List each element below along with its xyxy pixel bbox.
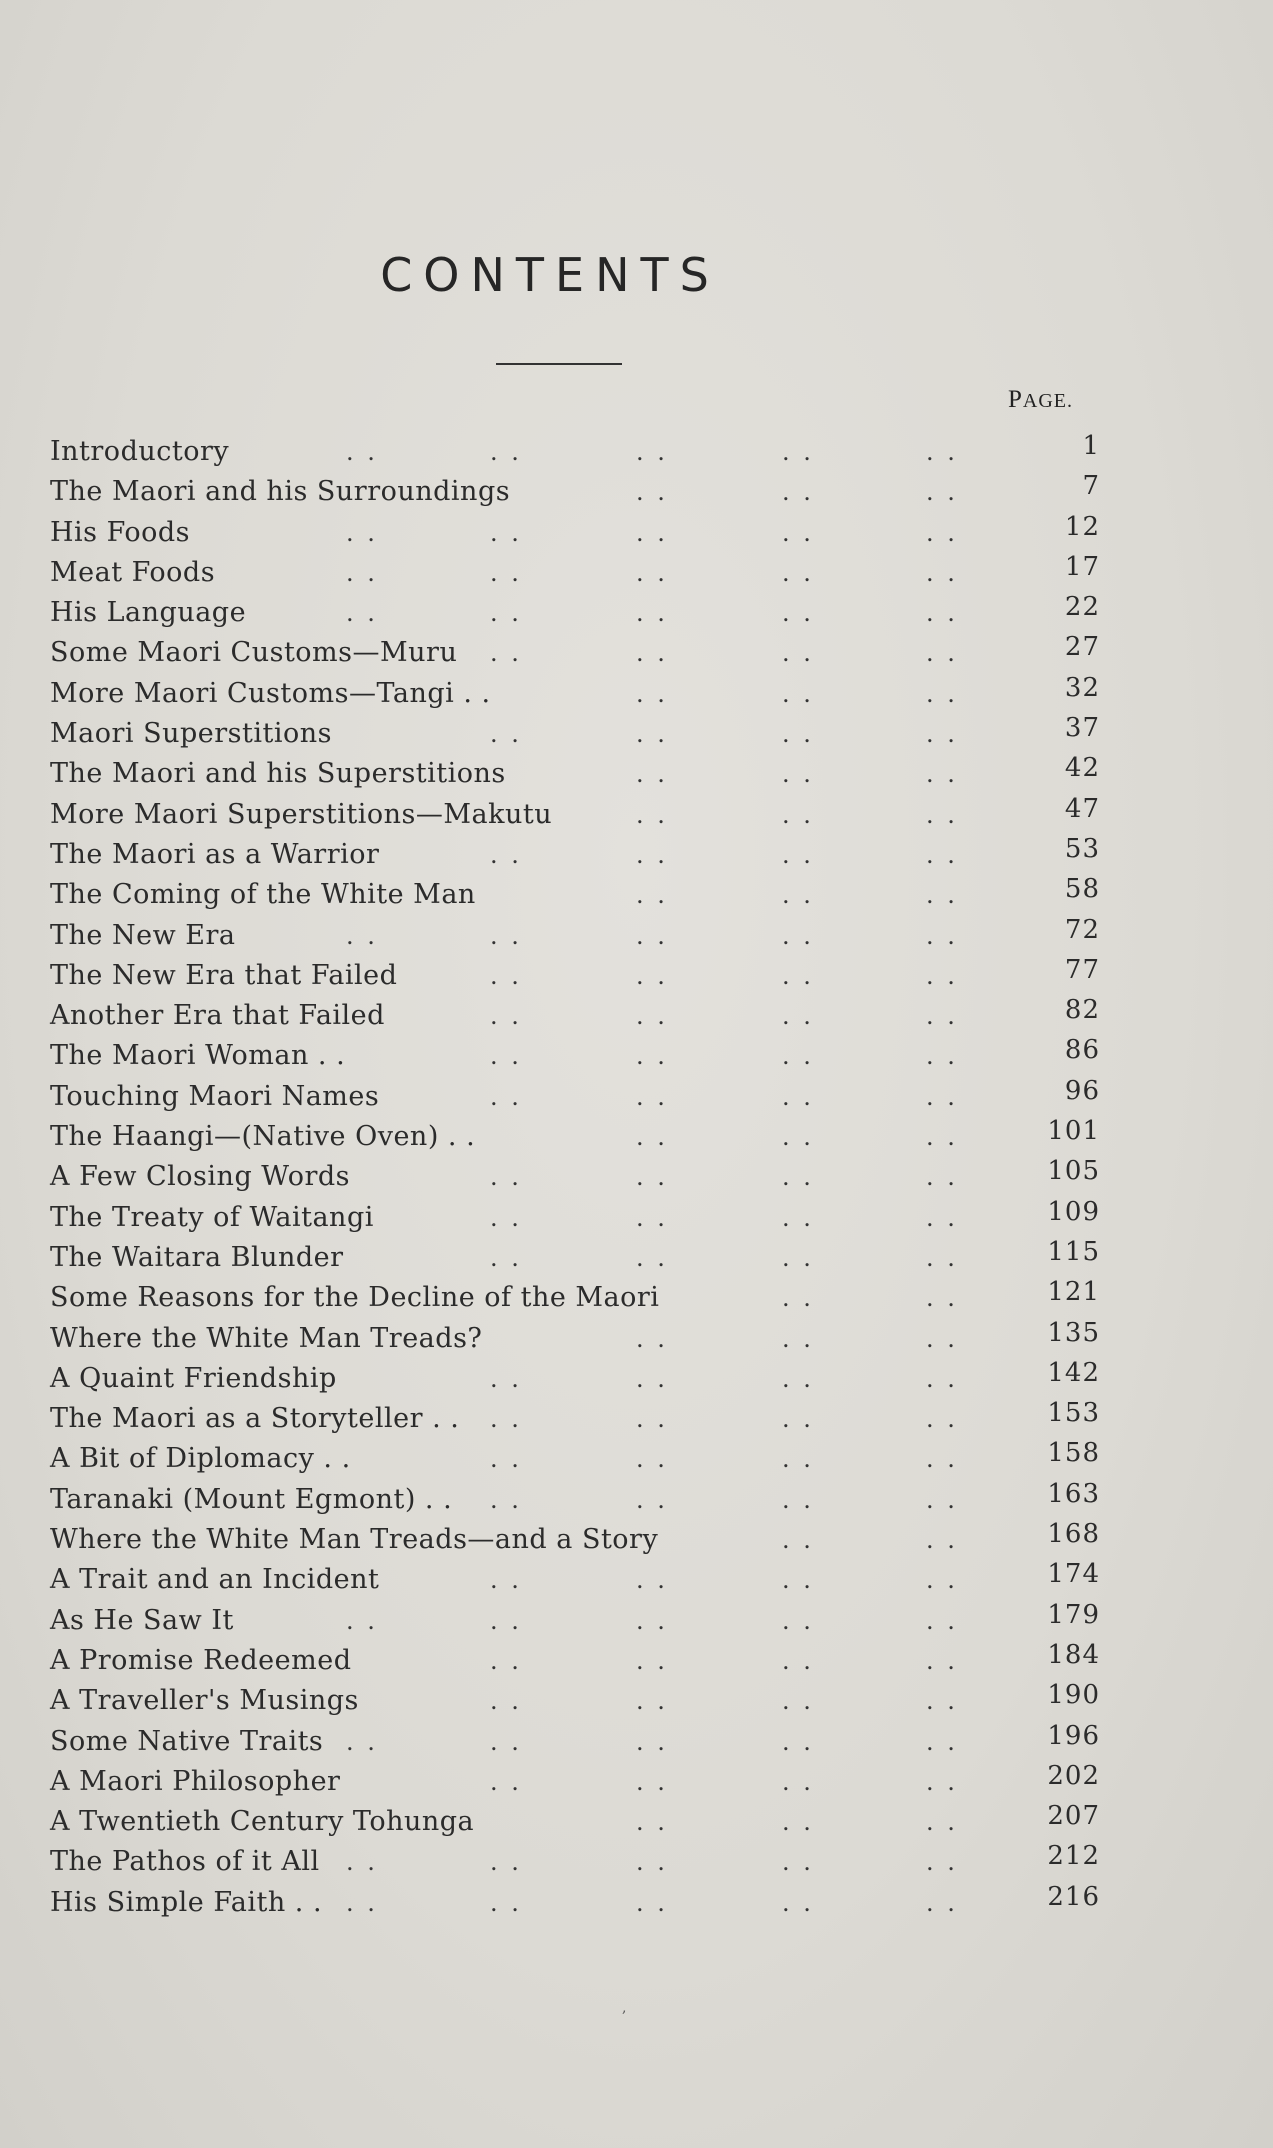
dot-leader: . . (490, 921, 522, 950)
toc-entry (50, 1560, 1100, 1600)
dot-leader: . . (926, 720, 958, 749)
toc-entry (50, 674, 1100, 714)
toc-entry (50, 1480, 1100, 1520)
dot-leader: . . (782, 800, 814, 829)
entry-title: A Twentieth Century Tohunga (50, 1806, 475, 1838)
dot-leader: . . (782, 1687, 814, 1716)
dot-leader: . . (346, 518, 378, 547)
toc-entry (50, 1077, 1100, 1117)
dot-leader: . . (636, 1848, 668, 1877)
dot-leader: . . (782, 1405, 814, 1434)
toc-entry (50, 1036, 1100, 1076)
dot-leader: . . (636, 1243, 668, 1272)
entry-page-number: 153 (1047, 1398, 1100, 1429)
dot-leader: . . (346, 1848, 378, 1877)
entry-page-number: 184 (1047, 1639, 1100, 1670)
dot-leader: . . (782, 679, 814, 708)
dot-leader: . . (926, 1042, 958, 1071)
entry-title: His Foods (50, 516, 191, 548)
dot-leader: . . (782, 478, 814, 507)
dot-leader: . . (926, 1284, 958, 1313)
dot-leader: . . (926, 1002, 958, 1031)
dot-leader: . . (636, 639, 668, 668)
dot-leader: . . (636, 1767, 668, 1796)
dot-leader: . . (490, 1888, 522, 1917)
dot-leader: . . (636, 720, 668, 749)
entry-title: A Quaint Friendship (50, 1362, 337, 1394)
entry-title: A Trait and an Incident (50, 1564, 380, 1596)
dot-leader: . . (782, 840, 814, 869)
contents-list (50, 432, 1100, 1923)
entry-page-number: 53 (1064, 833, 1100, 864)
dot-leader: . . (926, 639, 958, 668)
dot-leader: . . (926, 1485, 958, 1514)
dot-leader: . . (490, 1445, 522, 1474)
toc-entry (50, 996, 1100, 1036)
toc-entry (50, 1520, 1100, 1560)
toc-entry (50, 553, 1100, 593)
dot-leader: . . (490, 1042, 522, 1071)
dot-leader: . . (490, 1364, 522, 1393)
dot-leader: . . (490, 1848, 522, 1877)
toc-entry (50, 593, 1100, 633)
toc-entry (50, 432, 1100, 472)
dot-leader: . . (782, 639, 814, 668)
entry-page-number: 37 (1064, 713, 1100, 744)
page-speck: , (622, 2000, 627, 2016)
dot-leader: . . (346, 438, 378, 466)
entry-title: Some Native Traits (50, 1725, 324, 1757)
dot-leader: . . (636, 1203, 668, 1232)
entry-page-number: 22 (1064, 592, 1100, 623)
entry-page-number: 207 (1047, 1801, 1100, 1832)
dot-leader: . . (636, 1163, 668, 1192)
dot-leader: . . (636, 921, 668, 950)
dot-leader: . . (926, 1163, 958, 1192)
dot-leader: . . (926, 1243, 958, 1272)
dot-leader: . . (636, 1606, 668, 1635)
dot-leader: . . (782, 1243, 814, 1272)
entry-title: A Bit of Diplomacy . . (50, 1443, 351, 1475)
dot-leader: . . (490, 1163, 522, 1192)
entry-page-number: 42 (1064, 753, 1100, 784)
entry-page-number: 58 (1064, 874, 1100, 905)
dot-leader: . . (636, 881, 668, 910)
entry-title: The Pathos of it All (50, 1846, 320, 1878)
dot-leader: . . (636, 1808, 668, 1837)
dot-leader: . . (636, 1727, 668, 1756)
toc-entry (50, 956, 1100, 996)
toc-entry (50, 1359, 1100, 1399)
entry-title: The Maori Woman . . (50, 1040, 346, 1072)
entry-page-number: 77 (1064, 954, 1100, 985)
entry-page-number: 142 (1047, 1357, 1100, 1388)
dot-leader: . . (782, 1526, 814, 1555)
dot-leader: . . (926, 1405, 958, 1434)
dot-leader: . . (490, 1243, 522, 1272)
toc-entry (50, 1762, 1100, 1802)
entry-page-number: 86 (1064, 1035, 1100, 1066)
dot-leader: . . (782, 720, 814, 749)
entry-page-number: 190 (1047, 1680, 1100, 1711)
dot-leader: . . (926, 1526, 958, 1555)
dot-leader: . . (926, 599, 958, 628)
entry-page-number: 82 (1064, 995, 1100, 1026)
dot-leader: . . (346, 921, 378, 950)
entry-title: His Language (50, 597, 247, 629)
dot-leader: . . (636, 1042, 668, 1071)
dot-leader: . . (490, 1646, 522, 1675)
page-header-rest: AGE. (1022, 390, 1074, 412)
dot-leader: . . (636, 478, 668, 507)
dot-leader: . . (636, 679, 668, 708)
dot-leader: . . (636, 800, 668, 829)
dot-leader: . . (636, 1405, 668, 1434)
toc-entry (50, 1399, 1100, 1439)
dot-leader: . . (490, 438, 522, 466)
entry-title: The Maori and his Surroundings (50, 476, 511, 508)
dot-leader: . . (490, 1405, 522, 1434)
dot-leader: . . (782, 1042, 814, 1071)
dot-leader: . . (490, 639, 522, 668)
dot-leader: . . (782, 1082, 814, 1111)
toc-entry (50, 1601, 1100, 1641)
toc-entry (50, 1883, 1100, 1923)
toc-entry (50, 1157, 1100, 1197)
dot-leader: . . (636, 1687, 668, 1716)
toc-entry (50, 1681, 1100, 1721)
dot-leader: . . (346, 1727, 378, 1756)
entry-page-number: 216 (1047, 1881, 1100, 1912)
dot-leader: . . (782, 1727, 814, 1756)
entry-page-number: 135 (1047, 1317, 1100, 1348)
entry-title: Taranaki (Mount Egmont) . . (50, 1483, 453, 1515)
dot-leader: . . (636, 1445, 668, 1474)
toc-entry (50, 714, 1100, 754)
entry-title: The New Era (50, 919, 236, 951)
dot-leader: . . (636, 760, 668, 789)
dot-leader: . . (926, 840, 958, 869)
dot-leader: . . (490, 1485, 522, 1514)
dot-leader: . . (782, 1203, 814, 1232)
dot-leader: . . (782, 1324, 814, 1353)
page-header-initial: P (1008, 386, 1023, 413)
entry-page-number: 105 (1047, 1156, 1100, 1187)
entry-title: Some Maori Customs—Muru (50, 637, 458, 669)
dot-leader: . . (636, 1364, 668, 1393)
dot-leader: . . (926, 1727, 958, 1756)
entry-title: More Maori Superstitions—Makutu (50, 798, 553, 830)
dot-leader: . . (490, 840, 522, 869)
entry-page-number: 7 (1082, 471, 1100, 502)
entry-page-number: 163 (1047, 1478, 1100, 1509)
dot-leader: . . (636, 1002, 668, 1031)
toc-entry (50, 835, 1100, 875)
dot-leader: . . (490, 518, 522, 547)
dot-leader: . . (782, 1848, 814, 1877)
entry-title: His Simple Faith . . (50, 1886, 323, 1918)
dot-leader: . . (926, 800, 958, 829)
page-title: CONTENTS (380, 248, 720, 302)
toc-entry (50, 795, 1100, 835)
entry-title: The New Era that Failed (50, 959, 398, 991)
dot-leader: . . (346, 1888, 378, 1917)
toc-entry (50, 1198, 1100, 1238)
entry-title: A Promise Redeemed (50, 1644, 352, 1676)
dot-leader: . . (636, 1324, 668, 1353)
entry-title: Touching Maori Names (50, 1080, 380, 1112)
entry-title: The Waitara Blunder (50, 1241, 344, 1273)
dot-leader: . . (782, 1888, 814, 1917)
entry-page-number: 72 (1064, 914, 1100, 945)
dot-leader: . . (926, 478, 958, 507)
dot-leader: . . (490, 1002, 522, 1031)
dot-leader: . . (926, 760, 958, 789)
dot-leader: . . (782, 1364, 814, 1393)
dot-leader: . . (636, 961, 668, 990)
entry-title: Maori Superstitions (50, 718, 333, 750)
entry-page-number: 32 (1064, 672, 1100, 703)
dot-leader: . . (926, 1767, 958, 1796)
entry-title: A Traveller's Musings (50, 1685, 359, 1717)
dot-leader: . . (782, 1445, 814, 1474)
dot-leader: . . (490, 599, 522, 628)
entry-page-number: 1 (1082, 431, 1100, 461)
dot-leader: . . (926, 1324, 958, 1353)
dot-leader: . . (636, 840, 668, 869)
dot-leader: . . (636, 558, 668, 587)
entry-title: Meat Foods (50, 556, 216, 588)
dot-leader: . . (782, 921, 814, 950)
entry-title: More Maori Customs—Tangi . . (50, 677, 491, 709)
dot-leader: . . (926, 679, 958, 708)
dot-leader: . . (782, 1002, 814, 1031)
dot-leader: . . (490, 558, 522, 587)
dot-leader: . . (346, 1606, 378, 1635)
entry-title: Another Era that Failed (50, 1000, 385, 1032)
entry-page-number: 109 (1047, 1196, 1100, 1227)
toc-entry (50, 633, 1100, 673)
dot-leader: . . (490, 1767, 522, 1796)
toc-entry (50, 1117, 1100, 1157)
dot-leader: . . (782, 1767, 814, 1796)
dot-leader: . . (926, 961, 958, 990)
dot-leader: . . (490, 1606, 522, 1635)
entry-page-number: 196 (1047, 1720, 1100, 1751)
entry-title: A Few Closing Words (50, 1161, 351, 1193)
dot-leader: . . (926, 1888, 958, 1917)
toc-entry (50, 1842, 1100, 1882)
entry-page-number: 179 (1047, 1599, 1100, 1630)
dot-leader: . . (926, 518, 958, 547)
dot-leader: . . (782, 599, 814, 628)
title-rule (496, 363, 622, 365)
dot-leader: . . (926, 921, 958, 950)
dot-leader: . . (490, 720, 522, 749)
entry-page-number: 12 (1064, 511, 1100, 542)
entry-page-number: 212 (1047, 1841, 1100, 1872)
dot-leader: . . (782, 1566, 814, 1595)
dot-leader: . . (782, 1163, 814, 1192)
toc-entry (50, 472, 1100, 512)
toc-entry (50, 916, 1100, 956)
toc-entry (50, 754, 1100, 794)
dot-leader: . . (782, 1808, 814, 1837)
dot-leader: . . (782, 1123, 814, 1152)
dot-leader: . . (782, 1646, 814, 1675)
dot-leader: . . (782, 438, 814, 466)
dot-leader: . . (926, 1123, 958, 1152)
dot-leader: . . (636, 599, 668, 628)
entry-title: The Coming of the White Man (50, 879, 476, 911)
dot-leader: . . (490, 1727, 522, 1756)
toc-entry (50, 875, 1100, 915)
dot-leader: . . (636, 1566, 668, 1595)
dot-leader: . . (926, 558, 958, 587)
toc-entry (50, 1278, 1100, 1318)
toc-entry (50, 1802, 1100, 1842)
entry-page-number: 174 (1047, 1559, 1100, 1590)
toc-entry (50, 1238, 1100, 1278)
dot-leader: . . (490, 1203, 522, 1232)
toc-entry (50, 1319, 1100, 1359)
dot-leader: . . (926, 438, 958, 466)
entry-page-number: 202 (1047, 1760, 1100, 1791)
dot-leader: . . (636, 1646, 668, 1675)
entry-page-number: 115 (1047, 1236, 1100, 1267)
dot-leader: . . (782, 558, 814, 587)
dot-leader: . . (782, 1485, 814, 1514)
entry-page-number: 17 (1064, 551, 1100, 582)
dot-leader: . . (636, 518, 668, 547)
page-column-header (1008, 386, 1073, 414)
dot-leader: . . (346, 558, 378, 587)
dot-leader: . . (636, 1123, 668, 1152)
dot-leader: . . (926, 1848, 958, 1877)
dot-leader: . . (926, 1687, 958, 1716)
dot-leader: . . (490, 1687, 522, 1716)
entry-title: As He Saw It (50, 1604, 234, 1636)
entry-title: The Maori as a Warrior (50, 838, 380, 870)
entry-page-number: 158 (1047, 1438, 1100, 1469)
dot-leader: . . (926, 1364, 958, 1393)
entry-title: The Treaty of Waitangi (50, 1201, 374, 1233)
dot-leader: . . (926, 1606, 958, 1635)
dot-leader: . . (346, 599, 378, 628)
toc-entry (50, 513, 1100, 553)
dot-leader: . . (782, 1606, 814, 1635)
entry-page-number: 168 (1047, 1519, 1100, 1550)
entry-title: The Maori and his Superstitions (50, 758, 506, 790)
entry-page-number: 27 (1064, 632, 1100, 663)
dot-leader: . . (782, 1284, 814, 1313)
dot-leader: . . (782, 881, 814, 910)
toc-entry (50, 1722, 1100, 1762)
toc-entry (50, 1439, 1100, 1479)
dot-leader: . . (782, 518, 814, 547)
dot-leader: . . (926, 881, 958, 910)
entry-title: Introductory (50, 436, 230, 467)
dot-leader: . . (490, 961, 522, 990)
entry-title: A Maori Philosopher (50, 1765, 341, 1797)
entry-title: The Maori as a Storyteller . . (50, 1403, 460, 1435)
dot-leader: . . (636, 1082, 668, 1111)
dot-leader: . . (490, 1082, 522, 1111)
dot-leader: . . (926, 1445, 958, 1474)
dot-leader: . . (782, 760, 814, 789)
entry-title: The Haangi—(Native Oven) . . (50, 1121, 476, 1153)
dot-leader: . . (926, 1566, 958, 1595)
dot-leader: . . (926, 1808, 958, 1837)
entry-page-number: 121 (1047, 1277, 1100, 1308)
dot-leader: . . (926, 1082, 958, 1111)
entry-page-number: 96 (1064, 1075, 1100, 1106)
entry-title: Where the White Man Treads—and a Story (50, 1524, 659, 1556)
dot-leader: . . (926, 1646, 958, 1675)
entry-page-number: 47 (1064, 793, 1100, 824)
dot-leader: . . (782, 961, 814, 990)
dot-leader: . . (636, 438, 668, 466)
entry-page-number: 101 (1047, 1116, 1100, 1147)
dot-leader: . . (490, 1566, 522, 1595)
dot-leader: . . (636, 1888, 668, 1917)
dot-leader: . . (636, 1485, 668, 1514)
dot-leader: . . (926, 1203, 958, 1232)
entry-title: Some Reasons for the Decline of the Maori (50, 1282, 660, 1314)
toc-entry (50, 1641, 1100, 1681)
entry-title: Where the White Man Treads? (50, 1322, 483, 1354)
